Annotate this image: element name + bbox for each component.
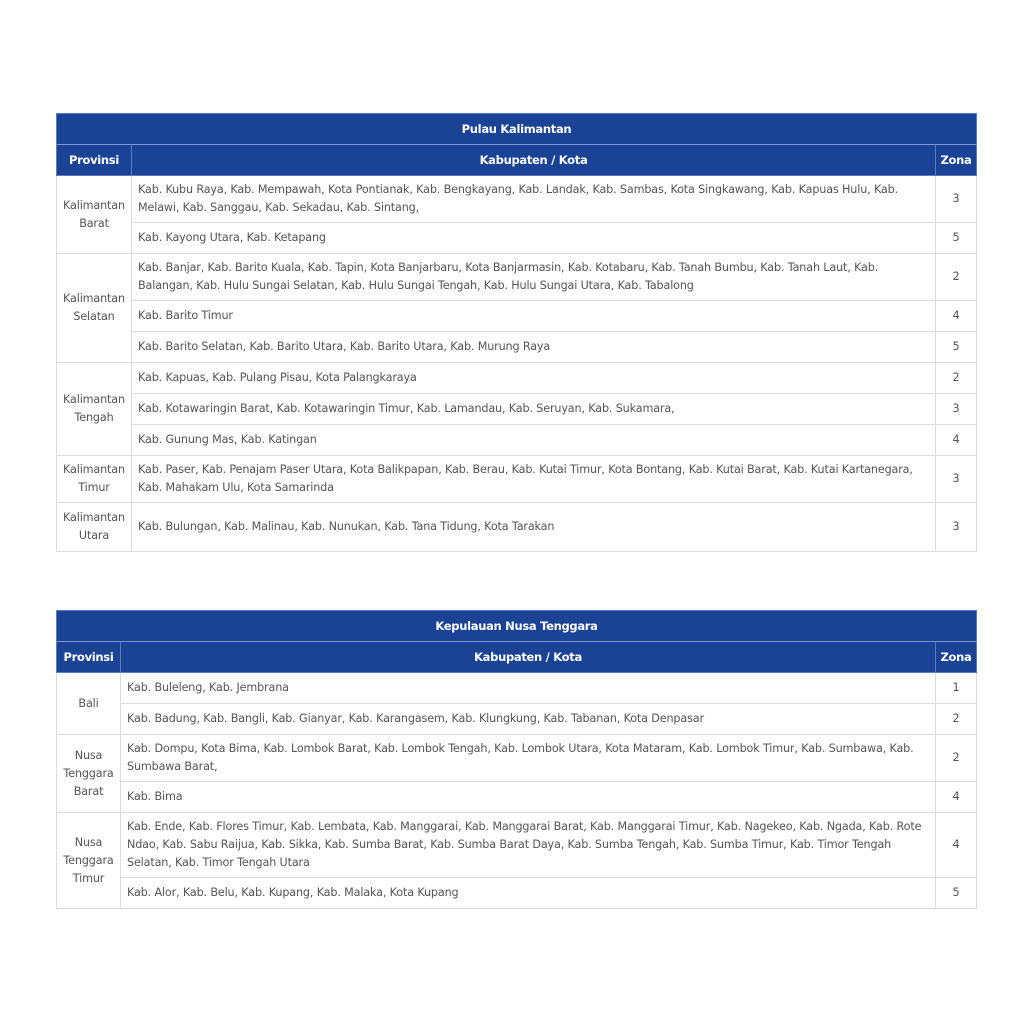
header-provinsi: Provinsi (57, 642, 121, 673)
province-cell: Bali (57, 673, 121, 735)
kabupaten-cell: Kab. Bulungan, Kab. Malinau, Kab. Nunukan, Kab. Tana Tidung, Kota Tarakan (132, 503, 936, 552)
table-title: Pulau Kalimantan (57, 114, 977, 145)
zona-cell: 2 (935, 735, 976, 782)
header-provinsi: Provinsi (57, 145, 132, 176)
kabupaten-cell: Kab. Ende, Kab. Flores Timur, Kab. Lembata, Kab. Manggarai, Kab. Manggarai Barat, Kab. Manggarai Timur, Kab. Nagekeo, Kab. Ngada, Kab. Rote Ndao, Kab. Sabu Raijua, Kab. Sikka, Kab. Sumba Barat, Kab. Sumba Barat Daya, Kab. Sumba Tengah, Kab. Sumba Timur, Kab. Timor Tengah Selatan, Kab. Timor Tengah Utara (121, 813, 936, 878)
table-kepulauan-nusa-tenggara (56, 610, 977, 909)
table-row (57, 456, 977, 503)
zona-cell: 2 (935, 254, 976, 301)
kabupaten-cell: Kab. Banjar, Kab. Barito Kuala, Kab. Tapin, Kota Banjarbaru, Kota Banjarmasin, Kab. Kotabaru, Kab. Tanah Bumbu, Kab. Tanah Laut, Kab. Balangan, Kab. Hulu Sungai Selatan, Kab. Hulu Sungai Tengah, Kab. Hulu Sungai Utara, Kab. Tabalong (132, 254, 936, 301)
province-cell: Nusa Tenggara Timur (57, 813, 121, 909)
zona-cell: 1 (935, 673, 976, 704)
table-row (57, 363, 977, 394)
header-zona: Zona (935, 642, 976, 673)
table-row (57, 176, 977, 223)
zona-cell: 4 (935, 301, 976, 332)
table-row (57, 782, 977, 813)
zona-cell: 2 (935, 363, 976, 394)
kabupaten-cell: Kab. Kapuas, Kab. Pulang Pisau, Kota Palangkaraya (132, 363, 936, 394)
zona-cell: 3 (935, 394, 976, 425)
kabupaten-cell: Kab. Badung, Kab. Bangli, Kab. Gianyar, Kab. Karangasem, Kab. Klungkung, Kab. Tabanan, Kota Denpasar (121, 704, 936, 735)
kabupaten-cell: Kab. Barito Timur (132, 301, 936, 332)
header-kabupaten: Kabupaten / Kota (121, 642, 936, 673)
zona-cell: 3 (935, 456, 976, 503)
province-cell: Kalimantan Tengah (57, 363, 132, 456)
table-row (57, 332, 977, 363)
zona-cell: 4 (935, 425, 976, 456)
kabupaten-cell: Kab. Paser, Kab. Penajam Paser Utara, Kota Balikpapan, Kab. Berau, Kab. Kutai Timur, Kota Bontang, Kab. Kutai Barat, Kab. Kutai Kartanegara, Kab. Mahakam Ulu, Kota Samarinda (132, 456, 936, 503)
province-cell: Kalimantan Utara (57, 503, 132, 552)
table-pulau-kalimantan (56, 113, 977, 552)
table-row (57, 301, 977, 332)
zona-cell: 4 (935, 813, 976, 878)
province-cell: Nusa Tenggara Barat (57, 735, 121, 813)
kabupaten-cell: Kab. Kubu Raya, Kab. Mempawah, Kota Pontianak, Kab. Bengkayang, Kab. Landak, Kab. Sambas, Kota Singkawang, Kab. Kapuas Hulu, Kab. Melawi, Kab. Sanggau, Kab. Sekadau, Kab. Sintang, (132, 176, 936, 223)
kabupaten-cell: Kab. Gunung Mas, Kab. Katingan (132, 425, 936, 456)
zona-cell: 5 (935, 332, 976, 363)
table-row (57, 254, 977, 301)
table-row (57, 425, 977, 456)
kabupaten-cell: Kab. Kotawaringin Barat, Kab. Kotawaringin Timur, Kab. Lamandau, Kab. Seruyan, Kab. Sukamara, (132, 394, 936, 425)
province-cell: Kalimantan Barat (57, 176, 132, 254)
zona-cell: 3 (935, 176, 976, 223)
kabupaten-cell: Kab. Barito Selatan, Kab. Barito Utara, Kab. Barito Utara, Kab. Murung Raya (132, 332, 936, 363)
table-row (57, 735, 977, 782)
kabupaten-cell: Kab. Kayong Utara, Kab. Ketapang (132, 223, 936, 254)
table-row (57, 878, 977, 909)
kabupaten-cell: Kab. Bima (121, 782, 936, 813)
kabupaten-cell: Kab. Dompu, Kota Bima, Kab. Lombok Barat, Kab. Lombok Tengah, Kab. Lombok Utara, Kota Mataram, Kab. Lombok Timur, Kab. Sumbawa, Kab. Sumbawa Barat, (121, 735, 936, 782)
province-cell: Kalimantan Timur (57, 456, 132, 503)
zona-cell: 4 (935, 782, 976, 813)
table-title: Kepulauan Nusa Tenggara (57, 611, 977, 642)
province-cell: Kalimantan Selatan (57, 254, 132, 363)
table-row (57, 704, 977, 735)
table-row (57, 673, 977, 704)
header-kabupaten: Kabupaten / Kota (132, 145, 936, 176)
table-row (57, 813, 977, 878)
table-row (57, 394, 977, 425)
table-row (57, 503, 977, 552)
kabupaten-cell: Kab. Buleleng, Kab. Jembrana (121, 673, 936, 704)
kabupaten-cell: Kab. Alor, Kab. Belu, Kab. Kupang, Kab. Malaka, Kota Kupang (121, 878, 936, 909)
zona-cell: 5 (935, 223, 976, 254)
table-row (57, 223, 977, 254)
header-zona: Zona (935, 145, 976, 176)
zona-cell: 3 (935, 503, 976, 552)
zona-cell: 2 (935, 704, 976, 735)
zona-cell: 5 (935, 878, 976, 909)
